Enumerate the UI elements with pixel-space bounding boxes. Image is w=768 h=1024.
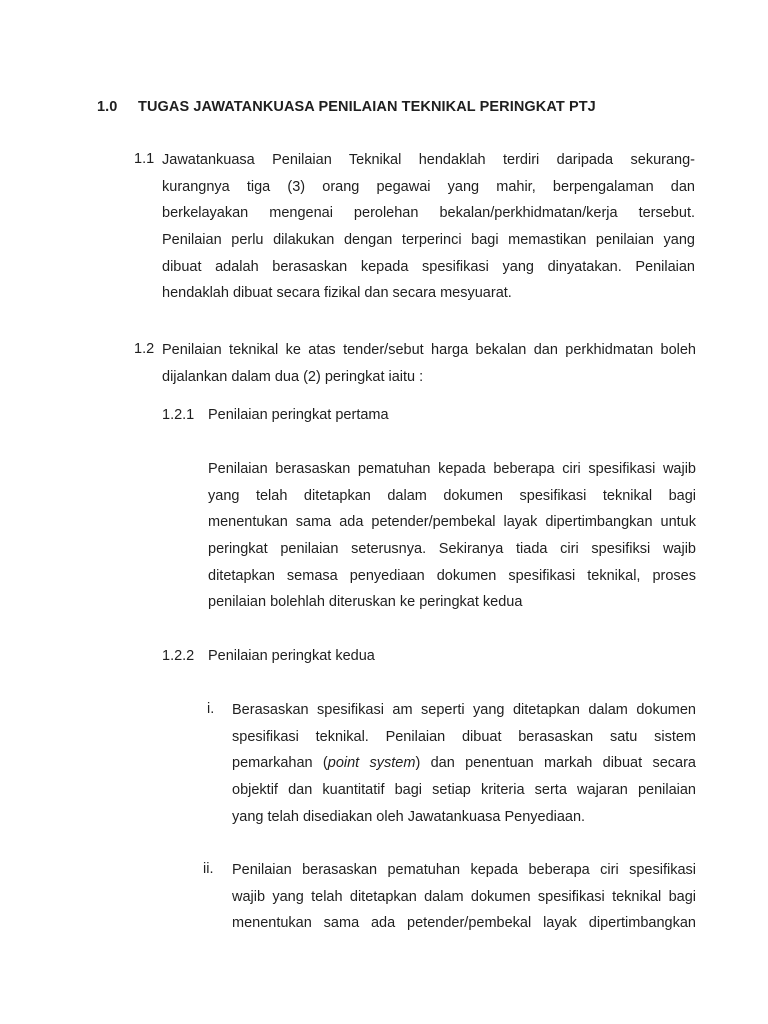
paragraph-line: peringkat penilaian seterusnya. Sekiranya tiada ciri spesifiksi wajib [208,541,696,558]
section-1-2-1-paragraph [208,456,696,616]
list-marker-ii: ii. [203,861,214,877]
paragraph-line: Penilaian berasaskan pematuhan kepada beberapa ciri spesifikasi wajib [208,461,696,477]
paragraph-line: ditetapkan semasa penyediaan dokumen spesifikasi teknikal, proses [208,567,696,584]
paragraph-line: menentukan sama ada petender/pembekal layak dipertimbangkan [232,915,696,932]
section-1-1-number: 1.1 [134,151,155,167]
paragraph-line: yang telah disediakan oleh Jawatankuasa Penyediaan. [232,808,586,825]
section-1-2-1-number: 1.2.1 [162,407,195,423]
section-1-2-2-heading [162,648,375,664]
section-heading [97,99,596,115]
line-text: ) dan penentuan markah dibuat secara [415,755,696,772]
paragraph-line: yang telah ditetapkan dalam dokumen spesifikasi teknikal bagi [208,487,696,504]
paragraph-line: spesifikasi teknikal. Penilaian dibuat berasaskan satu sistem [232,728,696,745]
heading-number: 1.0 [97,99,118,115]
paragraph-line: menentukan sama ada petender/pembekal layak dipertimbangkan untuk [208,514,696,531]
paragraph-line [232,750,696,777]
paragraph-line: dijalankan dalam dua (2) peringkat iaitu : [162,368,424,385]
paragraph-line: Penilaian teknikal ke atas tender/sebut harga bekalan dan perkhidmatan boleh [162,342,696,358]
section-1-2-1-title: Penilaian peringkat pertama [208,407,389,423]
paragraph-line: Berasaskan spesifikasi am seperti yang ditetapkan dalam dokumen [232,702,696,718]
line-text: pemarkahan ( [232,755,328,772]
section-1-2-1-heading [162,407,389,423]
section-1-2-number: 1.2 [134,341,155,357]
paragraph-line: penilaian bolehlah diteruskan ke peringkat kedua [208,594,523,611]
paragraph-line: dibuat adalah berasaskan kepada spesifikasi yang dinyatakan. Penilaian [162,258,695,275]
paragraph-line: kurangnya tiga (3) orang pegawai yang mahir, berpengalaman dan [162,178,695,195]
paragraph-line: objektif dan kuantitatif bagi setiap kriteria serta wajaran penilaian [232,782,696,799]
italic-term: point system [327,755,416,772]
heading-title: TUGAS JAWATANKUASA PENILAIAN TEKNIKAL PERINGKAT PTJ [138,99,596,115]
section-1-1-paragraph [162,147,695,307]
paragraph-line: wajib yang telah ditetapkan dalam dokumen spesifikasi teknikal bagi [232,888,696,905]
paragraph-line: Penilaian perlu dilakukan dengan terperinci bagi memastikan penilaian yang [162,232,695,249]
section-1-2-paragraph [162,337,696,390]
section-1-2-2-number: 1.2.2 [162,648,195,664]
list-item-i-paragraph [232,697,696,830]
paragraph-line: berkelayakan mengenai perolehan bekalan/perkhidmatan/kerja tersebut. [162,205,695,222]
paragraph-line: Penilaian berasaskan pematuhan kepada beberapa ciri spesifikasi [232,862,696,878]
section-1-2-2-title: Penilaian peringkat kedua [208,648,375,664]
list-item-ii-paragraph [232,857,696,937]
list-marker-i: i. [207,701,215,717]
paragraph-line: hendaklah dibuat secara fizikal dan secara mesyuarat. [162,285,512,302]
paragraph-line: Jawatankuasa Penilaian Teknikal hendaklah terdiri daripada sekurang- [162,152,695,168]
